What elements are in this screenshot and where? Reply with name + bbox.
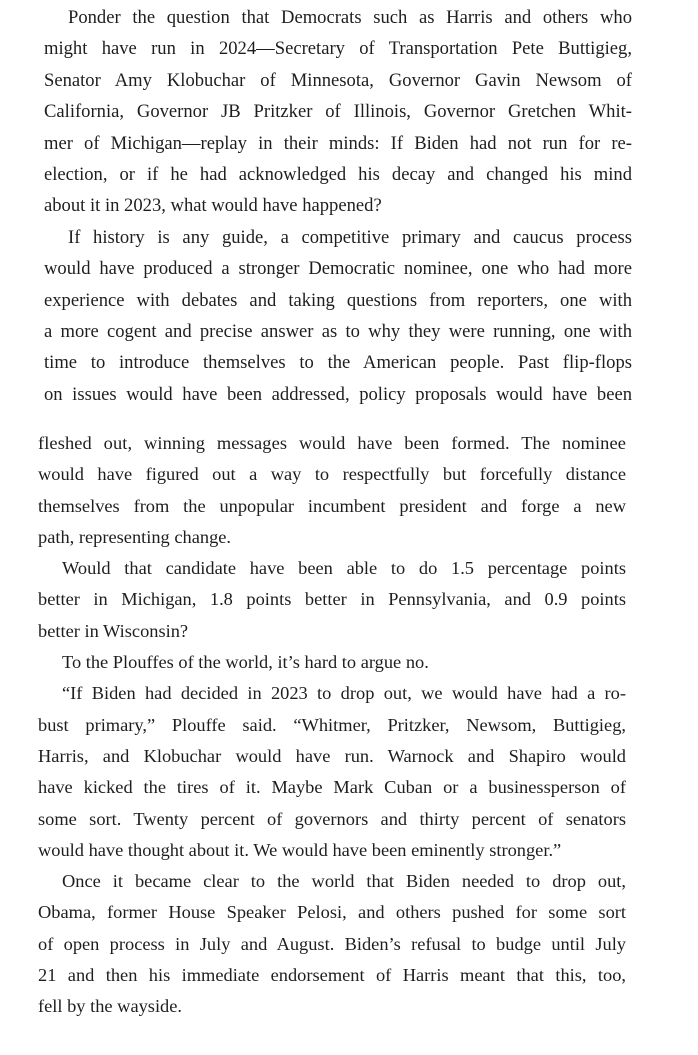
text-line: would have figured out a way to respectfully but forcefully distance — [38, 464, 626, 485]
text-line: have kicked the tires of it. Maybe Mark Cuban or a businessperson of — [38, 777, 626, 798]
text-line: experience with debates and taking questions from reporters, one with — [44, 289, 632, 311]
paragraph — [38, 678, 626, 866]
text-line: Senator Amy Klobuchar of Minnesota, Governor Gavin Newsom of — [44, 69, 632, 91]
text-line: 21 and then his immediate endorsement of Harris meant that this, too, — [38, 965, 626, 986]
text-line: Once it became clear to the world that Biden needed to drop out, — [62, 871, 626, 892]
text-line: about it in 2023, what would have happened? — [44, 195, 382, 217]
text-line: mer of Michigan—replay in their minds: If Biden had not run for re- — [44, 132, 632, 154]
text-line: election, or if he had acknowledged his decay and changed his mind — [44, 163, 632, 185]
text-line: some sort. Twenty percent of governors and thirty percent of senators — [38, 808, 626, 829]
text-line: a more cogent and precise answer as to why they were running, one with — [44, 320, 632, 342]
text-line: themselves from the unpopular incumbent president and forge a new — [38, 495, 626, 516]
paragraph — [38, 647, 626, 678]
text-line: Ponder the question that Democrats such as Harris and others who — [68, 7, 632, 28]
text-line: path, representing change. — [38, 526, 232, 547]
text-line: “If Biden had decided in 2023 to drop out, we would have had a ro- — [62, 683, 626, 704]
text-line: on issues would have been addressed, policy proposals would have been — [44, 383, 632, 405]
text-line: California, Governor JB Pritzker of Illinois, Governor Gretchen Whit- — [44, 101, 632, 123]
text-line: of open process in July and August. Biden’s refusal to budge until July — [38, 933, 626, 954]
text-line: Would that candidate have been able to do 1.5 percentage points — [62, 558, 626, 579]
text-line: might have run in 2024—Secretary of Transportation Pete Buttigieg, — [44, 38, 632, 60]
text-line: time to introduce themselves to the American people. Past flip-flops — [44, 352, 632, 374]
text-line: fell by the wayside. — [38, 996, 183, 1017]
paragraph — [38, 428, 626, 553]
text-line: would have thought about it. We would have been eminently stronger.” — [38, 839, 562, 860]
text-line: fleshed out, winning messages would have been formed. The nominee — [38, 433, 626, 453]
paragraph — [44, 222, 632, 410]
text-line: Obama, former House Speaker Pelosi, and others pushed for some sort — [38, 902, 626, 923]
bottom-text-block — [38, 428, 626, 1023]
text-line: If history is any guide, a competitive primary and caucus process — [68, 226, 632, 248]
text-line: would have produced a stronger Democratic nominee, one who had more — [44, 258, 632, 280]
text-line: better in Wisconsin? — [38, 620, 189, 641]
top-text-block — [44, 2, 632, 410]
paragraph — [38, 553, 626, 647]
paragraph — [38, 866, 626, 1022]
text-line: To the Plouffes of the world, it’s hard to argue no. — [62, 652, 429, 673]
text-line: better in Michigan, 1.8 points better in Pennsylvania, and 0.9 points — [38, 589, 626, 610]
paragraph — [44, 2, 632, 222]
text-line: bust primary,” Plouffe said. “Whitmer, Pritzker, Newsom, Buttigieg, — [38, 714, 626, 735]
text-line: Harris, and Klobuchar would have run. Warnock and Shapiro would — [38, 745, 626, 766]
